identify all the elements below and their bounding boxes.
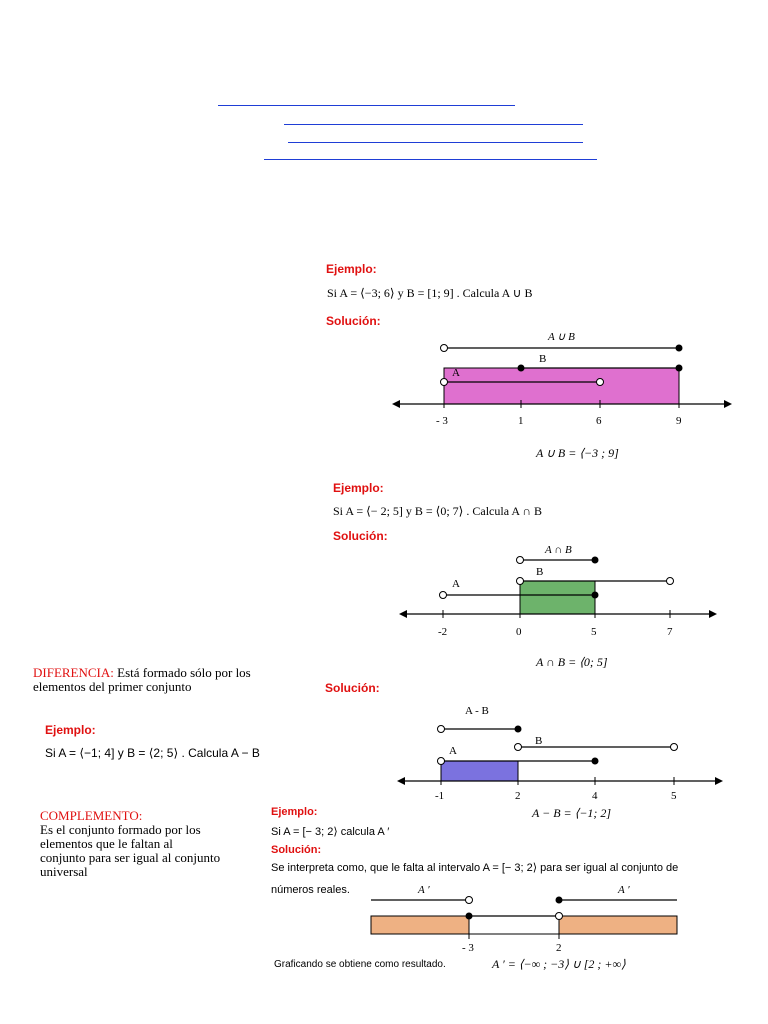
- link-underline-2[interactable]: [284, 124, 583, 125]
- complement-definition-line-3: conjunto para ser igual al conjunto: [40, 850, 221, 865]
- set-a-label: A: [452, 578, 460, 590]
- intersection-statement: Si A = ⟨− 2; 5] y B = ⟨0; 7⟩ . Calcula A ∩ B: [333, 504, 543, 518]
- open-point: [438, 758, 445, 765]
- union-region: [444, 368, 679, 404]
- difference-result: A − B = ⟨−1; 2]: [532, 806, 612, 820]
- intersection-solution-heading: Solución:: [333, 529, 388, 543]
- set-b-label: B: [535, 735, 543, 747]
- complement-explanation-line-1: Se interpreta como, que le falta al intervalo A = [− 3; 2⟩ para ser igual al conjunto de: [271, 862, 679, 874]
- tick-label: 6: [596, 415, 602, 427]
- tick-label: 9: [676, 415, 682, 427]
- open-point: [556, 913, 563, 920]
- intersection-number-line-diagram: [395, 540, 720, 640]
- link-underline-1[interactable]: [218, 105, 515, 106]
- intersection-region: [520, 581, 595, 614]
- set-b-label: B: [539, 353, 547, 365]
- complement-statement: Si A = [− 3; 2⟩ calcula A ′: [271, 826, 390, 838]
- tick-label: 5: [591, 626, 597, 638]
- open-point: [517, 557, 524, 564]
- difference-number-line-diagram: [395, 700, 725, 800]
- tick-label: 1: [518, 415, 524, 427]
- difference-solution-heading: Solución:: [325, 681, 380, 695]
- link-underline-4[interactable]: [264, 159, 597, 160]
- complement-left-region: [371, 916, 469, 934]
- complement-left-label: A ′: [418, 884, 430, 896]
- intersection-result: A ∩ B = ⟨0; 5]: [536, 655, 608, 669]
- difference-top-label: A - B: [465, 705, 489, 717]
- closed-point: [592, 557, 599, 564]
- complement-solution-heading: Solución:: [271, 844, 322, 856]
- closed-point: [466, 913, 473, 920]
- open-point: [466, 897, 473, 904]
- union-example-heading: Ejemplo:: [326, 262, 377, 276]
- difference-definition-line-1: Está formado sólo por los: [113, 665, 251, 680]
- complement-title: COMPLEMENTO:: [40, 808, 143, 823]
- union-result: A ∪ B = ⟨−3 ; 9]: [536, 446, 619, 460]
- tick-label: 2: [556, 942, 562, 954]
- open-point: [441, 345, 448, 352]
- closed-point: [515, 726, 522, 733]
- open-point: [515, 744, 522, 751]
- union-statement: Si A = ⟨−3; 6⟩ y B = [1; 9] . Calcula A ∪ B: [327, 286, 533, 300]
- tick-label: - 3: [462, 942, 474, 954]
- complement-right-label: A ′: [618, 884, 630, 896]
- intersection-example-heading: Ejemplo:: [333, 481, 384, 495]
- closed-point: [676, 365, 683, 372]
- union-number-line-diagram: [390, 328, 735, 428]
- complement-definition-line-1: Es el conjunto formado por los: [40, 822, 201, 837]
- set-a-label: A: [449, 745, 457, 757]
- open-point: [671, 744, 678, 751]
- link-underline-3[interactable]: [288, 142, 583, 143]
- complement-right-region: [559, 916, 677, 934]
- complement-explanation-line-2: números reales.: [271, 884, 350, 896]
- closed-point: [518, 365, 525, 372]
- complement-definition: [40, 809, 220, 879]
- difference-example-heading: Ejemplo:: [45, 723, 96, 737]
- open-point: [517, 578, 524, 585]
- tick-label: 5: [671, 790, 677, 802]
- closed-point: [592, 758, 599, 765]
- difference-statement: Si A = ⟨−1; 4] y B = ⟨2; 5⟩ . Calcula A − B: [45, 746, 260, 760]
- open-point: [441, 379, 448, 386]
- difference-title: DIFERENCIA:: [33, 665, 114, 680]
- tick-label: -2: [438, 626, 448, 638]
- tick-label: -1: [435, 790, 445, 802]
- closed-point: [592, 592, 599, 599]
- closed-point: [676, 345, 683, 352]
- difference-definition: [33, 666, 251, 694]
- closed-point: [556, 897, 563, 904]
- set-a-label: A: [452, 367, 460, 379]
- complement-result: A ′ = ⟨−∞ ; −3⟩ ∪ [2 ; +∞⟩: [492, 957, 626, 971]
- tick-label: 4: [592, 790, 598, 802]
- complement-graph-text: Graficando se obtiene como resultado.: [274, 959, 446, 970]
- open-point: [667, 578, 674, 585]
- open-point: [440, 592, 447, 599]
- open-point: [438, 726, 445, 733]
- difference-region: [441, 761, 518, 781]
- tick-label: - 3: [436, 415, 448, 427]
- tick-label: 7: [667, 626, 673, 638]
- union-solution-heading: Solución:: [326, 314, 381, 328]
- set-b-label: B: [536, 566, 544, 578]
- tick-label: 2: [515, 790, 521, 802]
- intersection-top-label: A ∩ B: [545, 544, 572, 556]
- complement-example-heading: Ejemplo:: [271, 806, 318, 818]
- complement-definition-line-4: universal: [40, 864, 88, 879]
- difference-definition-line-2: elementos del primer conjunto: [33, 679, 192, 694]
- tick-label: 0: [516, 626, 522, 638]
- union-top-label: A ∪ B: [548, 331, 575, 343]
- complement-number-line-diagram: [368, 880, 680, 956]
- complement-definition-line-2: elementos que le faltan al: [40, 836, 173, 851]
- open-point: [597, 379, 604, 386]
